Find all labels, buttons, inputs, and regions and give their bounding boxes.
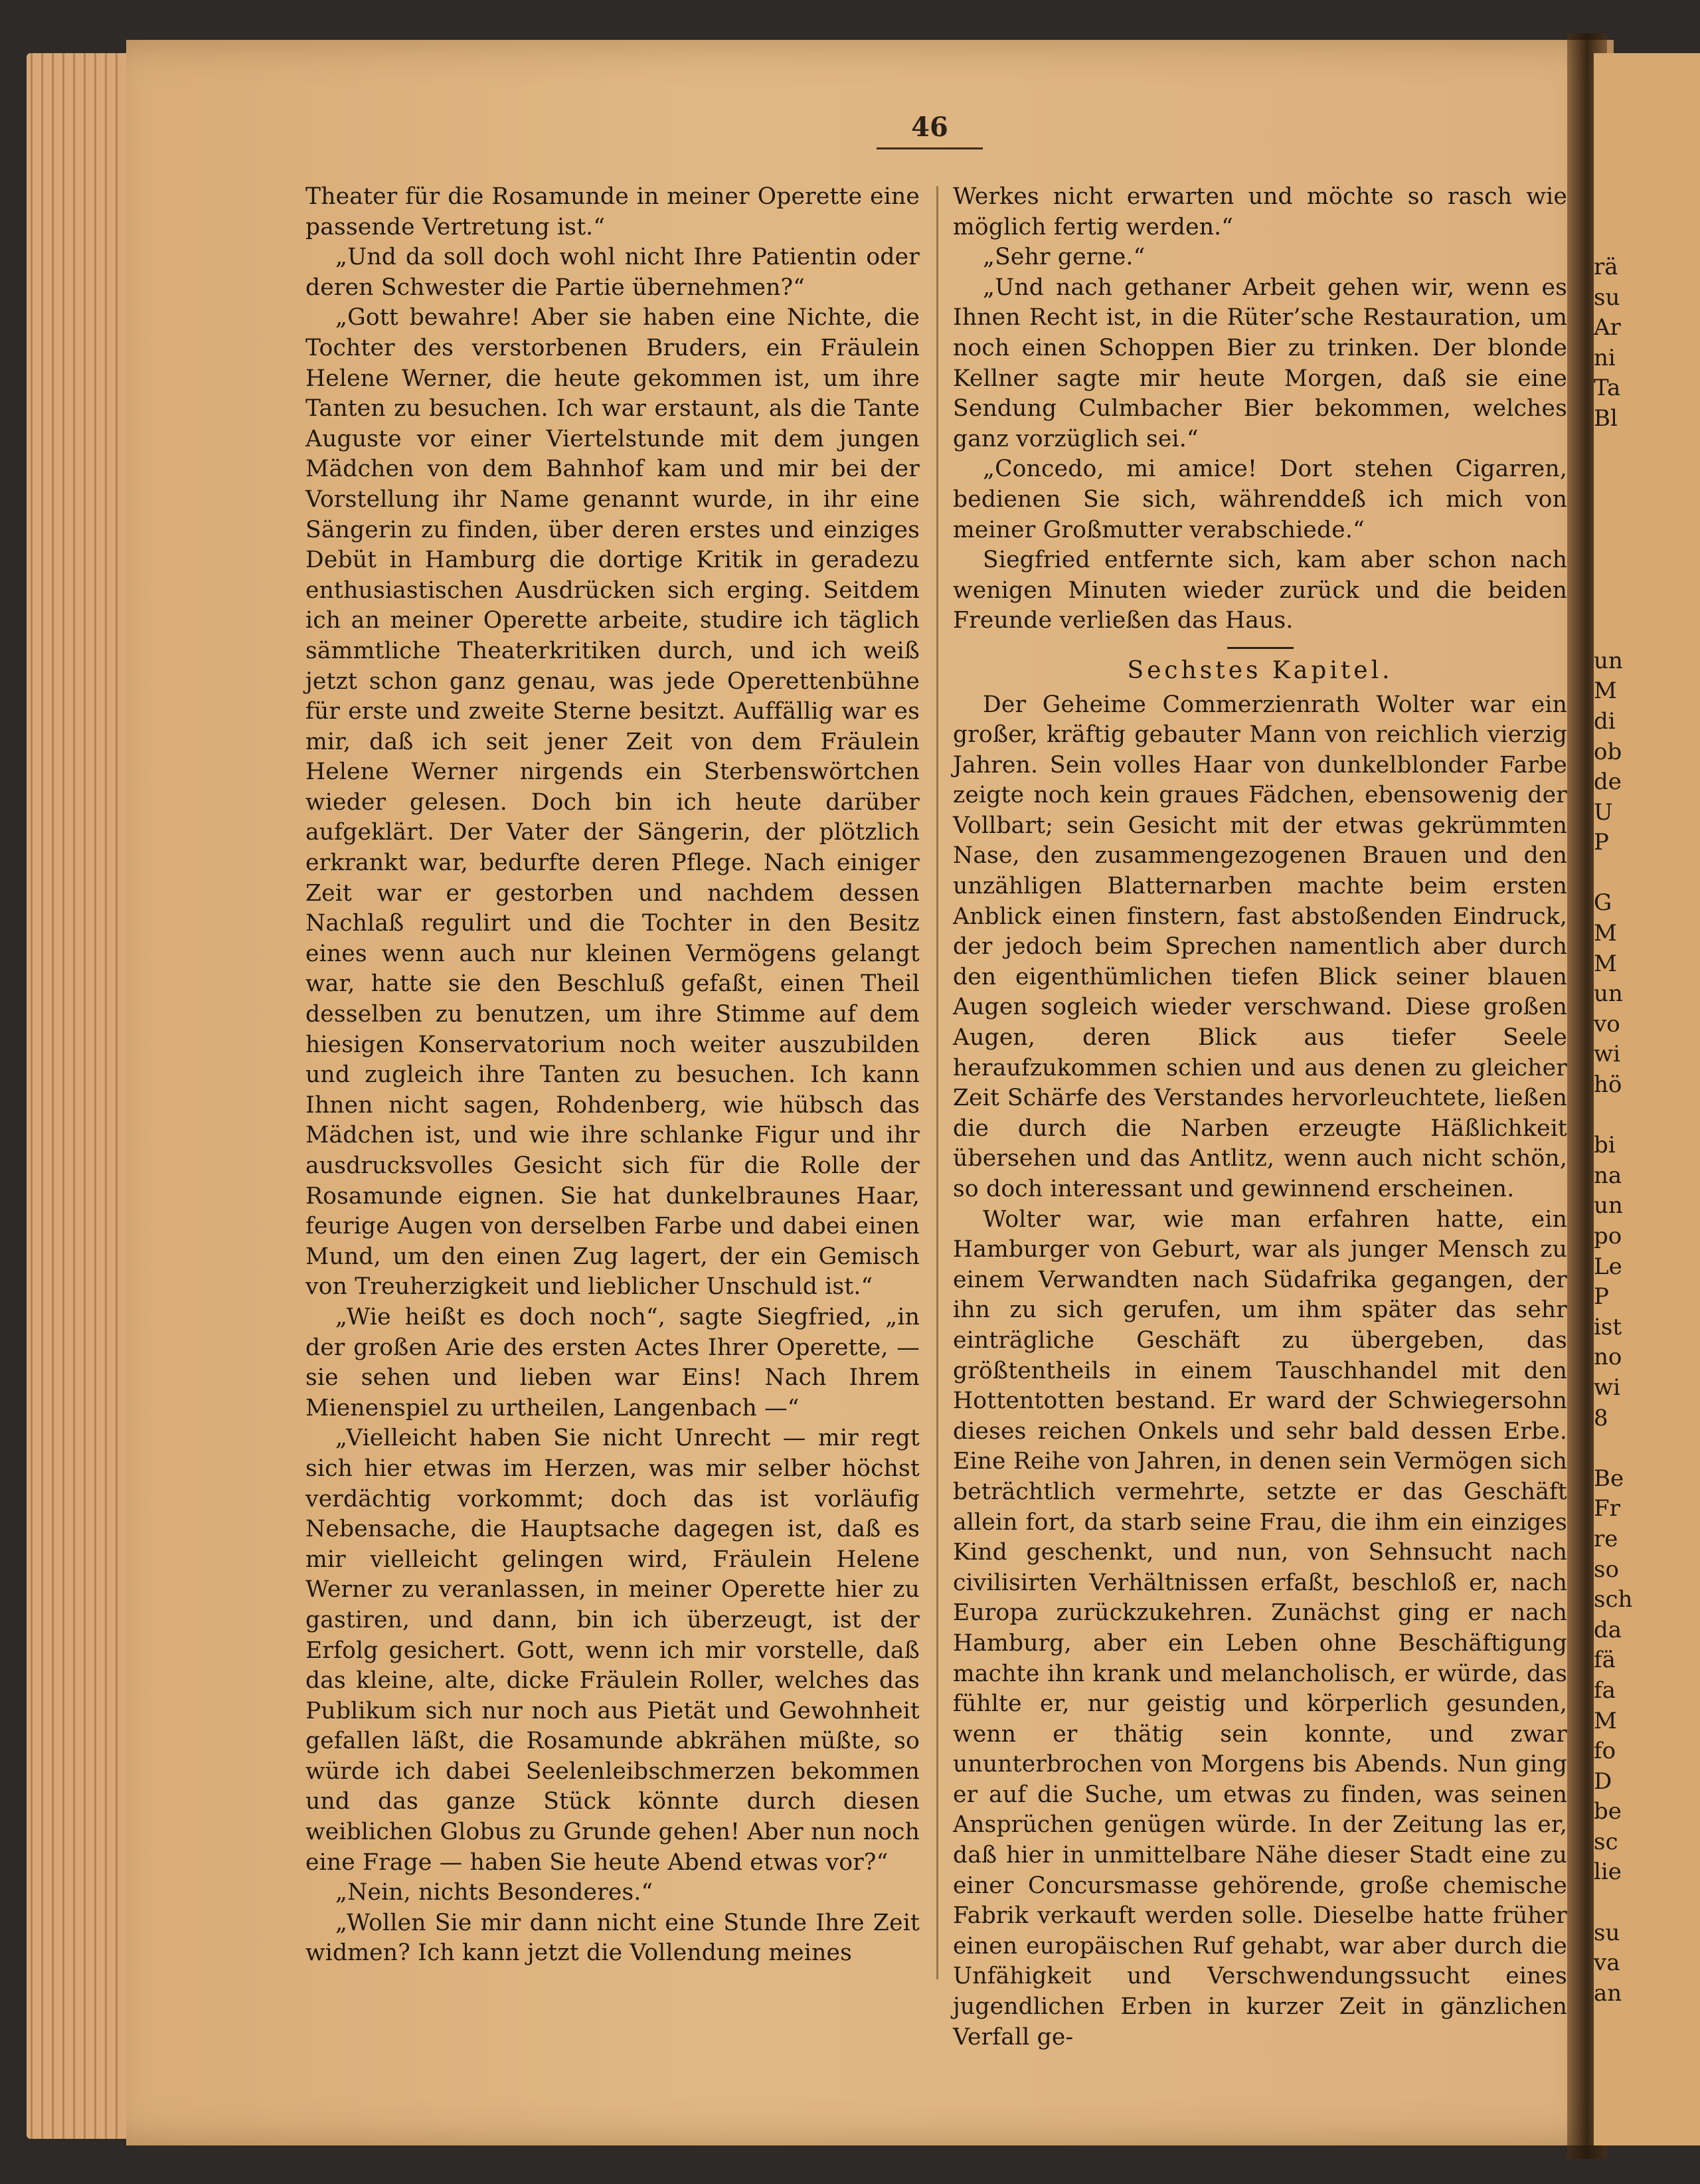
column-divider [936, 186, 938, 1979]
adjacent-page [1594, 53, 1700, 2145]
paragraph: „Und da soll doch wohl nicht Ihre Patientin oder deren Schwester die Partie übernehmen?“ [305, 244, 920, 301]
chapter-title: Sechstes Kapitel. [1127, 656, 1393, 684]
paragraph: „Wollen Sie mir dann nicht eine Stunde Ihre Zeit widmen? Ich kann jetzt die Vollendung meines [305, 1909, 920, 1967]
page-number-rule [877, 147, 983, 149]
chapter-rule [1227, 647, 1294, 649]
paragraph: Der Geheime Commerzienrath Wolter war ein großer, kräftig gebauter Mann von reichlich vierzig Jahren. Sein volles Haar von dunkelblonder Farbe zeigte noch kein graues Fädchen, ebensowenig der Vollbart; sein Gesicht mit der etwas gekrümmten Nase, den zusammengezogenen Brauen und den unzähligen Blatternarben machte beim ersten Anblick einen finstern, fast abstoßenden Eindruck, der jedoch beim Sprechen namentlich aber durch den eigenthümlichen tiefen Blick seiner blauen Augen sogleich wieder verschwand. Diese großen Augen, deren Blick aus tiefer Seele heraufzukommen schien und aus denen zu gleicher Zeit Schärfe des Verstandes hervorleuchtete, ließen die durch die Narben erzeugte Häßlichkeit übersehen und das Antlitz, wenn auch nicht schön, so doch interessant und gewinnend erscheinen. [953, 691, 1567, 1202]
left-column [305, 182, 920, 1969]
paragraph: „Vielleicht haben Sie nicht Unrecht — mir regt sich hier etwas im Herzen, was mir selber höchst verdächtig vorkommt; doch das ist vorläufig Nebensache, die Hauptsache dagegen ist, daß es mir vielleicht gelingen wird, Fräulein Helene Werner zu veranlassen, in meiner Operette hier zu gastiren, und dann, bin ich überzeugt, ist der Erfolg gesichert. Gott, wenn ich mir vorstelle, daß das kleine, alte, dicke Fräulein Roller, welches das Publikum sich nur noch aus Pietät und Gewohnheit gefallen läßt, die Rosamunde abkrähen müßte, so würde ich dabei Seelenleibschmerzen bekommen und das ganze Stück könnte durch diesen weiblichen Globus zu Grunde gehen! Aber nun noch eine Frage — haben Sie heute Abend etwas vor?“ [305, 1425, 920, 1876]
paragraph: „Gott bewahre! Aber sie haben eine Nichte, die Tochter des verstorbenen Bruders, ein Fräulein Helene Werner, die heute gekommen ist, um ihre Tanten zu besuchen. Ich war erstaunt, als die Tante Auguste vor einer Viertelstunde mit dem jungen Mädchen von dem Bahnhof kam und mir bei der Vorstellung ihr Name genannt wurde, in ihr eine Sängerin zu finden, über deren erstes und einziges Debüt in Hamburg die dortige Kritik in geradezu enthusiastischen Ausdrücken sich erging. Seitdem ich an meiner Operette arbeite, studire ich täglich sämmtliche Theaterkritiken durch, und ich weiß jetzt schon ganz genau, was jede Operettenbühne für erste und zweite Sterne besitzt. Auffällig war es mir, daß ich seit jener Zeit von dem Fräulein Helene Werner nirgends ein Sterbenswörtchen wieder gelesen. Doch bin ich heute darüber aufgeklärt. Der Vater der Sängerin, der plötzlich erkrankt war, bedurfte deren Pflege. Nach einiger Zeit war er gestorben und nachdem dessen Nachlaß regulirt und die Tochter in den Besitz eines wenn auch nur kleinen Vermögens gelangt war, hatte sie den Beschluß gefaßt, einen Theil desselben zu benutzen, um ihre Stimme auf dem hiesigen Konservatorium noch weiter auszubilden und zugleich ihre Tanten zu besuchen. Ich kann Ihnen nicht sagen, Rohdenberg, wie hübsch das Mädchen ist, und wie ihre schlanke Figur und ihr ausdrucksvolles Gesicht sich für die Rolle der Rosamunde eignen. Sie hat dunkelbraunes Haar, feurige Augen von derselben Farbe und dabei einen Mund, um den einen Zug lagert, der ein Gemisch von Treuherzigkeit und lieblicher Unschuld ist.“ [305, 304, 920, 1301]
paragraph: Theater für die Rosamunde in meiner Operette eine passende Vertretung ist.“ [305, 183, 920, 240]
paragraph: Wolter war, wie man erfahren hatte, ein Hamburger von Geburt, war als junger Mensch zu einem Verwandten nach Südafrika gegangen, der ihn zu sich gerufen, um ihm später das sehr einträgliche Geschäft zu übergeben, das größtentheils in einem Tauschhandel mit den Hottentotten bestand. Er ward der Schwiegersohn dieses reichen Onkels und sehr bald dessen Erbe. Eine Reihe von Jahren, in denen sein Vermögen sich beträchtlich vermehrte, setzte er das Geschäft allein fort, da starb seine Frau, die ihm ein einziges Kind geschenkt, und nun, von Sehnsucht nach civilisirten Verhältnissen erfaßt, beschloß er, nach Europa zurückzukehren. Zunächst ging er nach Hamburg, aber ein Leben ohne Beschäftigung machte ihn krank und melancholisch, er würde, das fühlte er, nur geistig und körperlich gesunden, wenn er thätig sein konnte, und zwar ununterbrochen von Morgens bis Abends. Nun ging er auf die Suche, um etwas zu finden, was seinen Ansprüchen genügen würde. In der Zeitung las er, daß hier in unmittelbare Nähe dieser Stadt eine zu einer Concursmasse gehörende, große chemische Fabrik verkauft werden solle. Dieselbe hatte früher einen europäischen Ruf gehabt, war aber durch die Unfähigkeit und Verschwendungssucht eines jugendlichen Erben in kurzer Zeit in gänzlichen Verfall ge- [953, 1206, 1567, 2050]
paragraph: „Nein, nichts Besonderes.“ [335, 1879, 653, 1906]
right-column [953, 182, 1567, 2052]
paragraph: Werkes nicht erwarten und möchte so rasch wie möglich fertig werden.“ [953, 183, 1567, 240]
paragraph: „Wie heißt es doch noch“, sagte Siegfried, „in der großen Arie des ersten Actes Ihrer Operette, — sie sehen und lieben war Eins! Nach Ihrem Mienenspiel zu urtheilen, Langenbach —“ [305, 1303, 920, 1421]
paragraph: „Concedo, mi amice! Dort stehen Cigarren, bedienen Sie sich, währenddeß ich mich von meiner Großmutter verabschiede.“ [953, 456, 1567, 543]
page-number: 46 [911, 112, 948, 143]
paragraph: „Und nach gethaner Arbeit gehen wir, wenn es Ihnen Recht ist, in die Rüter’sche Restauration, um noch einen Schoppen Bier zu trinken. Der blonde Kellner sagte mir heute Morgen, daß sie eine Sendung Culmbacher Bier bekommen, welches ganz vorzüglich sei.“ [953, 274, 1567, 452]
paragraph: Siegfried entfernte sich, kam aber schon nach wenigen Minuten wieder zurück und die beiden Freunde verließen das Haus. [953, 547, 1567, 634]
adjacent-page-fragments: rä su Ar ni Ta Bl un M di ob de U P G M M un vo wi hö bi na un po Le P ist no wi 8 Be Fr re so sch da fä fa M fo D be sc lie su va an [1594, 254, 1633, 2007]
paragraph: „Sehr gerne.“ [983, 244, 1146, 271]
